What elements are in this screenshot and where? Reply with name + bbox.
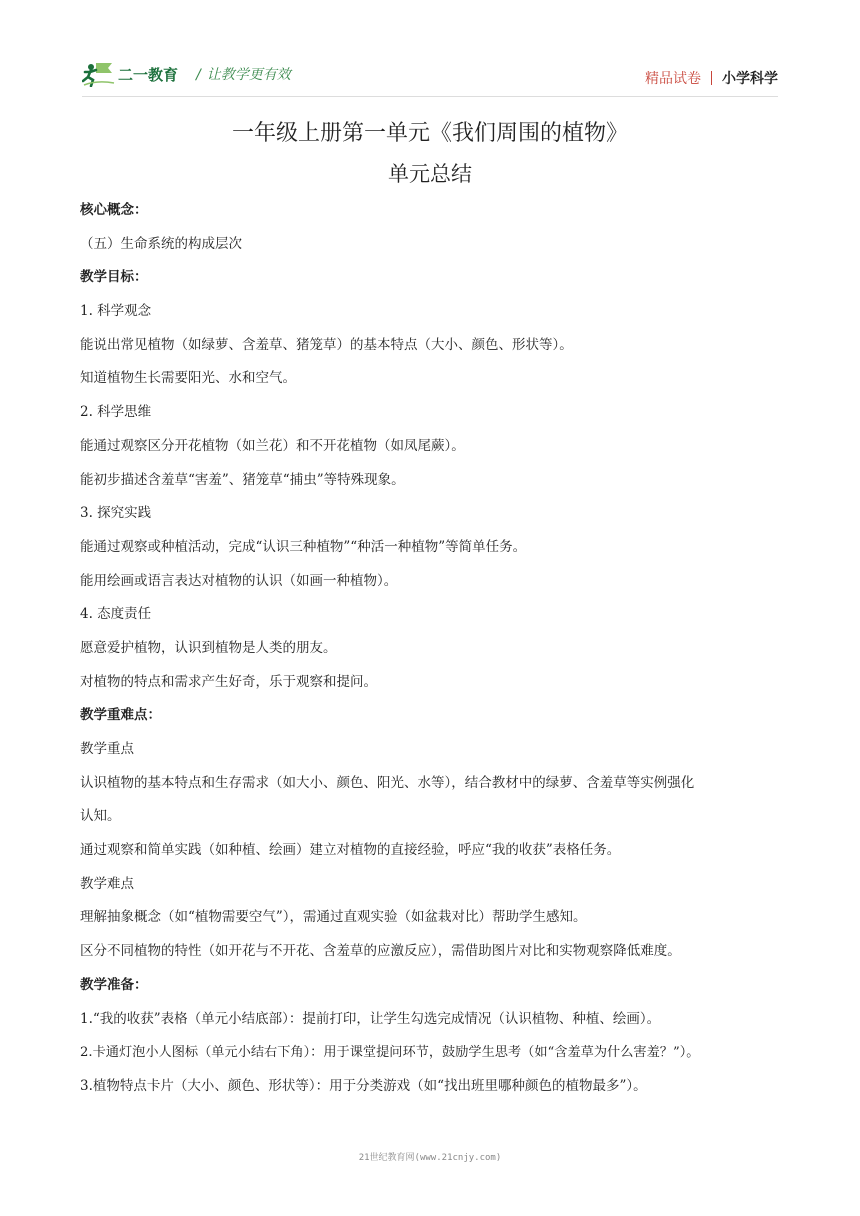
- page-header: [82, 56, 778, 96]
- difficulty-line-1: 理解抽象概念（如“植物需要空气”），需通过直观实验（如盆栽对比）帮助学生感知。: [80, 909, 587, 926]
- page-title: 一年级上册第一单元《我们周围的植物》: [231, 121, 628, 146]
- objective-3-title: 3. 探究实践: [80, 505, 152, 522]
- key-point-line-1-cont: 认知。: [80, 808, 121, 825]
- core-concept-heading: 核心概念：: [80, 202, 148, 218]
- slogan-slash: /: [196, 67, 201, 83]
- preparation-line-1: 1.“我的收获”表格（单元小结底部）：提前打印，让学生勾选完成情况（认识植物、种植、绘画）。: [80, 1010, 661, 1027]
- objective-2-title: 2. 科学思维: [80, 404, 152, 421]
- tag-premium-paper: 精品试卷: [645, 71, 701, 87]
- tag-subject: 小学科学: [722, 71, 778, 87]
- objective-4-title: 4. 态度责任: [80, 606, 152, 623]
- objectives-heading: 教学目标：: [80, 269, 148, 286]
- running-man-flag-icon: [82, 61, 116, 87]
- preparation-line-2: 2.卡通灯泡小人图标（单元小结右下角）：用于课堂提问环节，鼓励学生思考（如“含羞草为什么害羞？”）。: [80, 1045, 700, 1061]
- key-point-line-1: 认识植物的基本特点和生存需求（如大小、颜色、阳光、水等），结合教材中的绿萝、含羞草等实例强化: [80, 774, 695, 791]
- page-footer: 21世纪教育网(www.21cnjy.com): [358, 1153, 502, 1163]
- slogan-text: 让教学更有效: [206, 67, 291, 83]
- core-concept-text: （五）生命系统的构成层次: [80, 235, 242, 252]
- logo-text: 二一教育: [118, 65, 179, 84]
- tag-divider: [711, 71, 712, 85]
- document-body: [80, 200, 798, 1110]
- slogan: [196, 64, 291, 84]
- preparation-line-3: 3.植物特点卡片（大小、颜色、形状等）：用于分类游戏（如“找出班里哪种颜色的植物最多”）。: [80, 1077, 647, 1094]
- objective-3-line-2: 能用绘画或语言表达对植物的认识（如画一种植物）。: [80, 572, 398, 589]
- objective-2-line-2: 能初步描述含羞草“害羞”、猪笼草“捕虫”等特殊现象。: [80, 471, 405, 488]
- objective-3-line-1: 能通过观察或种植活动，完成“认识三种植物”“种活一种植物”等简单任务。: [80, 538, 527, 555]
- header-tags: [645, 68, 778, 88]
- objective-4-line-1: 愿意爱护植物，认识到植物是人类的朋友。: [80, 639, 337, 656]
- objective-4-line-2: 对植物的特点和需求产生好奇，乐于观察和提问。: [80, 673, 377, 690]
- difficulties-title: 教学难点: [80, 875, 134, 892]
- keypoints-heading: 教学重难点：: [80, 707, 161, 724]
- difficulty-line-2: 区分不同植物的特性（如开花与不开花、含羞草的应激反应），需借助图片对比和实物观察降低难度。: [80, 943, 681, 960]
- objective-1-line-1: 能说出常见植物（如绿萝、含羞草、猪笼草）的基本特点（大小、颜色、形状等）。: [80, 336, 573, 353]
- objective-2-line-1: 能通过观察区分开花植物（如兰花）和不开花植物（如凤尾蕨）。: [80, 437, 465, 454]
- key-point-line-2: 通过观察和简单实践（如种植、绘画）建立对植物的直接经验，呼应“我的收获”表格任务。: [80, 842, 621, 859]
- brand-logo: [82, 60, 291, 88]
- page-subtitle: 单元总结: [388, 162, 472, 186]
- objective-1-line-2: 知道植物生长需要阳光、水和空气。: [80, 370, 296, 387]
- objective-1-title: 1. 科学观念: [80, 303, 152, 320]
- header-divider: [82, 96, 778, 97]
- preparation-heading: 教学准备：: [80, 976, 148, 993]
- key-points-title: 教学重点: [80, 741, 134, 757]
